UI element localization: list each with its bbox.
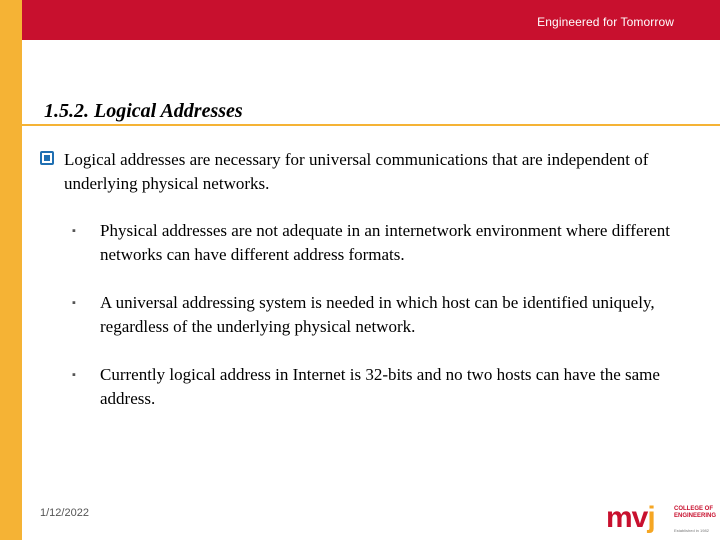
- logo-college-name: [674, 506, 720, 520]
- sub-bullet-text: Currently logical address in Internet is 32-bits and no two hosts can have the same address.: [100, 365, 660, 408]
- header-tagline: Engineered for Tomorrow: [537, 15, 674, 29]
- main-bullet-text: Logical addresses are necessary for universal communications that are independent of underlying physical networks.: [64, 150, 649, 193]
- sub-bullet: [72, 363, 708, 411]
- header-banner: [0, 0, 720, 40]
- sub-bullet: [72, 219, 708, 267]
- checkbox-bullet-icon: [40, 151, 54, 165]
- sub-bullet: [72, 291, 708, 339]
- sub-bullet-text: Physical addresses are not adequate in an internetwork environment where different networks can have different address formats.: [100, 221, 670, 264]
- logo-mv: mv: [606, 501, 648, 534]
- square-bullet-icon: ▪: [72, 369, 76, 381]
- left-accent-strip: [0, 0, 22, 540]
- logo-since: Established in 1982: [674, 528, 709, 533]
- title-underline: [22, 124, 720, 126]
- logo-college-line2: ENGINEERING: [674, 513, 717, 519]
- logo-college-line1: COLLEGE OF: [674, 506, 713, 512]
- footer-date: 1/12/2022: [40, 507, 89, 519]
- main-bullet: [40, 148, 680, 196]
- logo-j: j: [647, 501, 655, 534]
- square-bullet-icon: ▪: [72, 225, 76, 237]
- sub-bullet-text: A universal addressing system is needed in which host can be identified uniquely, regardless of the underlying physical network.: [100, 293, 655, 336]
- college-logo: [606, 500, 718, 538]
- logo-wordmark: [606, 500, 655, 536]
- slide-title: 1.5.2. Logical Addresses: [44, 100, 243, 122]
- square-bullet-icon: ▪: [72, 297, 76, 309]
